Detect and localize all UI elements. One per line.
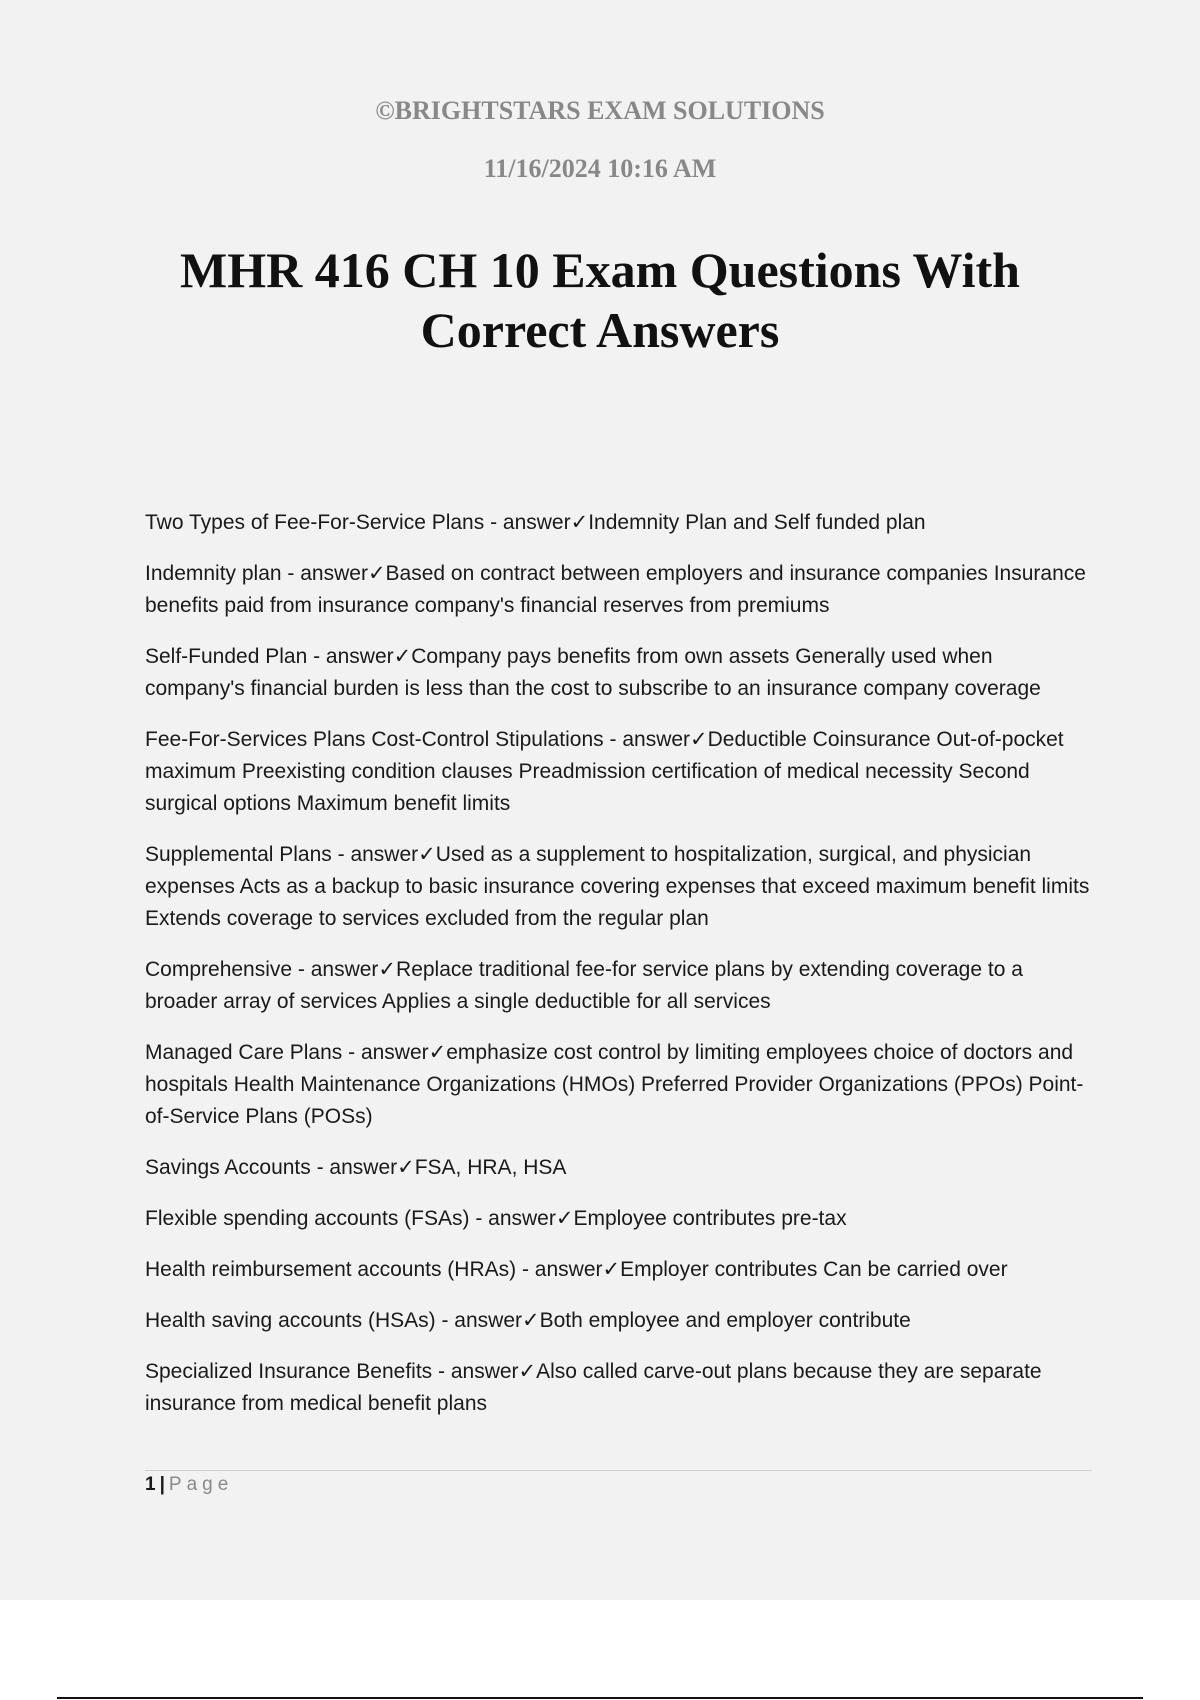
qa-item: Fee-For-Services Plans Cost-Control Stipulations - answer✓Deductible Coinsurance Out-of-pocket maximum Preexisting condition clauses Preadmission certification of medical necessity Second surgical options Maximum benefit limits xyxy=(145,728,1064,815)
qa-item: Health reimbursement accounts (HRAs) - answer✓Employer contributes Can be carried over xyxy=(145,1258,1008,1281)
footer-separator: | xyxy=(159,1474,165,1495)
qa-item: Comprehensive - answer✓Replace traditional fee-for service plans by extending coverage to a broader array of services Applies a single deductible for all services xyxy=(145,958,1023,1013)
qa-item: Self-Funded Plan - answer✓Company pays benefits from own assets Generally used when company's financial burden is less than the cost to subscribe to an insurance company coverage xyxy=(145,645,1041,700)
qa-list xyxy=(145,507,1095,1439)
qa-item: Flexible spending accounts (FSAs) - answer✓Employee contributes pre-tax xyxy=(145,1207,847,1230)
copyright-header: ©BRIGHTSTARS EXAM SOLUTIONS xyxy=(375,96,825,125)
qa-item: Managed Care Plans - answer✓emphasize cost control by limiting employees choice of doctors and hospitals Health Maintenance Organizations (HMOs) Preferred Provider Organizations (PPOs) Point-of-Service Plans (POSs) xyxy=(145,1041,1084,1128)
document-title: MHR 416 CH 10 Exam Questions With Correct Answers xyxy=(180,242,1020,358)
qa-item: Specialized Insurance Benefits - answer✓Also called carve-out plans because they are separate insurance from medical benefit plans xyxy=(145,1360,1042,1415)
qa-item: Two Types of Fee-For-Service Plans - answer✓Indemnity Plan and Self funded plan xyxy=(145,511,926,534)
footer-divider xyxy=(145,1470,1092,1471)
next-page-top-rule xyxy=(57,1697,1143,1699)
page-footer xyxy=(145,1474,233,1496)
qa-item: Savings Accounts - answer✓FSA, HRA, HSA xyxy=(145,1156,567,1179)
page-label: Page xyxy=(168,1474,234,1495)
datetime-header: 11/16/2024 10:16 AM xyxy=(483,154,717,183)
qa-item: Indemnity plan - answer✓Based on contract between employers and insurance companies Insurance benefits paid from insurance company's financial reserves from premiums xyxy=(145,562,1086,617)
qa-item: Health saving accounts (HSAs) - answer✓Both employee and employer contribute xyxy=(145,1309,911,1332)
qa-item: Supplemental Plans - answer✓Used as a supplement to hospitalization, surgical, and physician expenses Acts as a backup to basic insurance covering expenses that exceed maximum benefit limits Extends coverage to services excluded from the regular plan xyxy=(145,843,1090,930)
page-number: 1 xyxy=(145,1474,156,1495)
